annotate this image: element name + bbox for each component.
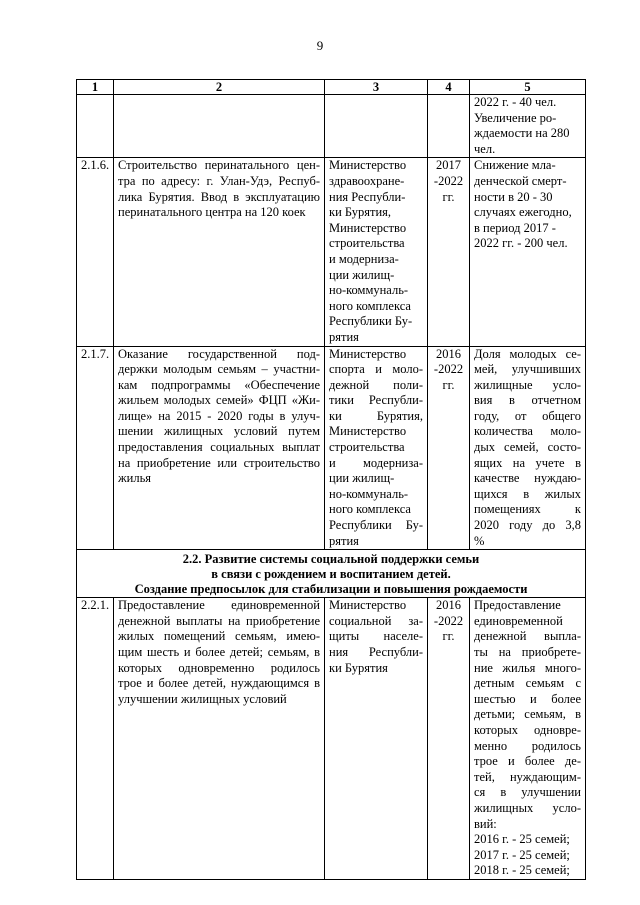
responsible-line: ного комплекса: [329, 502, 411, 517]
section-title-cell: [77, 550, 586, 598]
measure-cell: [114, 598, 325, 880]
responsible-line: ного комплекса: [329, 298, 411, 313]
measure-line: жильем молодых семей» ФЦП «Жи-: [118, 393, 320, 408]
measure-line: лище» на 2015 - 2020 годы в улуч-: [118, 408, 320, 423]
result-line: помещениях к: [474, 502, 581, 517]
result-line: дых семей, состо-: [474, 440, 581, 455]
result-line: трое и более де-: [474, 754, 581, 769]
responsible-line: рятия: [329, 533, 359, 548]
measure-line: улучшении жилищных условий: [118, 691, 287, 706]
period-cell: [428, 95, 470, 158]
measure-line: щим шесть и более детей; семьям, в: [118, 645, 320, 659]
measure-line: жилых помещений семьям, имею-: [118, 629, 320, 644]
measure-line: шении жилищных условий путем: [118, 424, 320, 439]
result-line: Снижение мла-: [474, 158, 556, 173]
result-line: 2022 г. - 40 чел.: [474, 95, 557, 109]
result-line: детным семьям с: [474, 676, 581, 691]
column-header-3: 3: [325, 80, 428, 95]
result-line: Доля молодых се-: [474, 346, 581, 361]
responsible-line: спорта и моло-: [329, 362, 423, 377]
row-number-cell: 2.2.1.: [77, 598, 114, 880]
result-line: единовременной: [474, 613, 563, 628]
period-line: гг.: [442, 629, 455, 644]
responsible-line: Министерство: [329, 158, 407, 173]
row-number-cell: 2.1.7.: [77, 346, 114, 550]
responsible-line: но-коммуналь-: [329, 283, 409, 298]
result-line: вий:: [474, 816, 497, 831]
responsible-line: строительства: [329, 440, 405, 455]
result-line: ся в улучшении: [474, 785, 581, 800]
responsible-line: тики Республи-: [329, 393, 423, 408]
responsible-line: строительства: [329, 236, 405, 251]
result-line: 2020 году до 3,8: [474, 518, 581, 533]
responsible-line: Министерство: [329, 598, 407, 613]
result-line: которых одновре-: [474, 722, 581, 737]
measure-line: Предоставление единовременной: [118, 598, 320, 613]
responsible-line: щиты населе-: [329, 629, 423, 644]
table-row-2-1-6: [77, 158, 586, 346]
result-line: Предоставление: [474, 598, 561, 613]
result-cell: [470, 95, 586, 158]
responsible-line: социальной за-: [329, 613, 423, 628]
measure-line: кам подпрограммы «Обеспечение: [118, 377, 320, 392]
period-line: -2022: [433, 362, 464, 377]
period-line: 2016: [436, 598, 461, 613]
result-line: денческой смерт-: [474, 173, 567, 188]
result-line: Увеличение ро-: [474, 110, 557, 125]
period-line: -2022: [433, 613, 464, 628]
table-header-row: [77, 80, 586, 95]
result-line: 2017 г. - 25 семей;: [474, 847, 570, 862]
responsible-line: Республики Бу-: [329, 314, 413, 329]
result-line: жилищных усло-: [474, 800, 581, 815]
responsible-line: рятия: [329, 329, 359, 344]
column-header-1: 1: [77, 80, 114, 95]
responsible-line: ния Республи-: [329, 645, 423, 659]
result-line: 2022 гг. - 200 чел.: [474, 236, 568, 251]
result-cell: [470, 598, 586, 880]
measure-line: жилья: [118, 471, 152, 486]
responsible-line: и модерниза-: [329, 455, 423, 470]
measure-line: трое и более детей, нуждающимся в: [118, 676, 320, 691]
section-title-line: Создание предпосылок для стабилизации и повышения рождаемости: [134, 582, 528, 597]
period-line: 2016: [436, 346, 461, 361]
page-number: 9: [316, 38, 324, 53]
row-number-cell: 2.1.6.: [77, 158, 114, 346]
result-line: ние жилья много-: [474, 660, 581, 675]
responsible-line: но-коммуналь-: [329, 486, 409, 501]
section-header-row: [77, 550, 586, 598]
result-line: ности в 20 - 30: [474, 189, 553, 204]
result-line: щихся в жилых: [474, 486, 581, 501]
responsible-line: здравоохране-: [329, 173, 405, 188]
result-line: детьми; семьям, в: [474, 707, 581, 722]
responsible-cell: [325, 95, 428, 158]
result-line: в период 2017 -: [474, 220, 556, 235]
measures-table: [76, 79, 586, 880]
period-cell: [428, 346, 470, 550]
result-line: количества моло-: [474, 424, 581, 439]
table-row-2-1-7: [77, 346, 586, 550]
result-line: тей, нуждающим-: [474, 769, 581, 784]
measure-line: Оказание государственной под-: [118, 346, 320, 361]
result-line: чел.: [474, 141, 496, 156]
responsible-line: Министерство: [329, 424, 407, 439]
column-header-4: 4: [428, 80, 470, 95]
responsible-cell: [325, 346, 428, 550]
table-row-2-2-1: [77, 598, 586, 880]
measure-cell: [114, 158, 325, 346]
responsible-line: Министерство: [329, 346, 407, 361]
column-header-5: 5: [470, 80, 586, 95]
responsible-line: ции жилищ-: [329, 267, 395, 282]
responsible-line: ки Бурятия,: [329, 205, 392, 220]
result-line: менно родилось: [474, 738, 581, 753]
result-line: 2016 г. - 25 семей;: [474, 832, 570, 847]
result-line: жилищные усло-: [474, 377, 581, 392]
section-title-line: в связи с рождением и воспитанием детей.: [211, 567, 451, 582]
result-line: ящих на учете в: [474, 455, 581, 470]
responsible-cell: [325, 158, 428, 346]
responsible-line: ции жилищ-: [329, 471, 395, 486]
result-cell: [470, 158, 586, 346]
responsible-line: ки Бурятия: [329, 660, 388, 675]
column-header-2: 2: [114, 80, 325, 95]
responsible-line: Министерство: [329, 220, 407, 235]
measure-line: которых одновременно родилось: [118, 660, 320, 675]
period-line: гг.: [442, 189, 455, 204]
result-line: %: [474, 533, 485, 548]
section-title-line: 2.2. Развитие системы социальной поддержки семьи: [182, 552, 480, 567]
period-line: -2022: [433, 173, 464, 188]
responsible-line: Республики Бу-: [329, 518, 423, 533]
responsible-cell: [325, 598, 428, 880]
result-line: ждаемости на 280: [474, 126, 570, 141]
measure-line: тра по адресу: г. Улан-Удэ, Респуб-: [118, 173, 320, 188]
period-cell: [428, 158, 470, 346]
measure-line: перинатального центра на 120 коек: [118, 205, 306, 220]
result-line: 2018 г. - 25 семей;: [474, 863, 570, 878]
result-line: году, от общего: [474, 408, 581, 423]
responsible-line: ки Бурятия,: [329, 408, 423, 423]
measure-line: на приобретение или строительство: [118, 455, 320, 470]
responsible-line: дежной поли-: [329, 377, 423, 392]
result-cell: [470, 346, 586, 550]
result-line: шестью и более: [474, 691, 581, 706]
measure-line: Строительство перинатального цен-: [118, 158, 320, 173]
responsible-line: ния Республи-: [329, 189, 406, 204]
period-line: 2017: [436, 158, 461, 173]
period-cell: [428, 598, 470, 880]
measure-line: держки молодым семьям – участни-: [118, 362, 320, 377]
measure-cell: [114, 346, 325, 550]
result-line: денежной выпла-: [474, 629, 581, 644]
result-line: качестве нуждаю-: [474, 471, 581, 486]
result-line: случаях ежегодно,: [474, 205, 572, 220]
measure-line: лика Бурятия. Ввод в эксплуатацию: [118, 189, 320, 204]
result-line: вия в отчетном: [474, 393, 581, 408]
responsible-line: и модерниза-: [329, 251, 399, 266]
measure-line: предоставления социальных выплат: [118, 440, 320, 455]
table-row-continuation: [77, 95, 586, 158]
measure-cell: [114, 95, 325, 158]
result-line: ты на приобрете-: [474, 645, 581, 659]
row-number-cell: [77, 95, 114, 158]
measure-line: денежной выплаты на приобретение: [118, 613, 320, 628]
result-line: мей, улучшивших: [474, 362, 581, 377]
period-line: гг.: [442, 377, 455, 392]
